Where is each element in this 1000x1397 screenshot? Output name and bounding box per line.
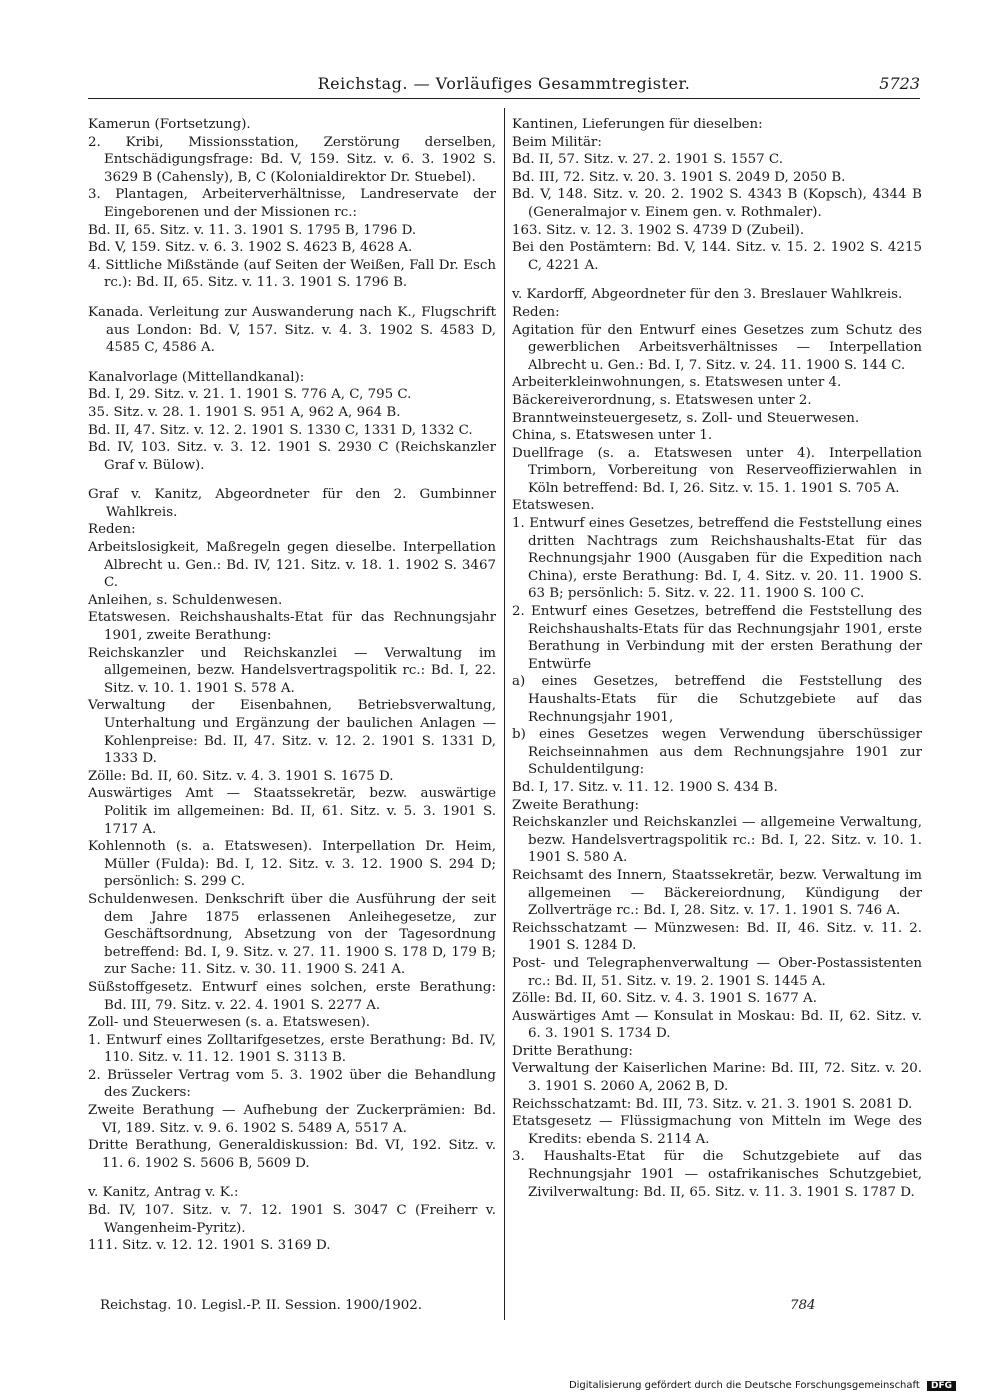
citation: Bd. V, 159. Sitz. v. 6. 3. 1902 S. 4623 B, 4628 A. (88, 240, 413, 256)
topic-entry: Arbeitslosigkeit, Maßregeln gegen dieselbe. Interpellation Albrecht u. Gen.: Bd. IV, 121. Sitz. v. 18. 1. 1902 S. 3467 C. (88, 540, 496, 591)
subentry: 3. Haushalts-Etat für die Schutzgebiete auf das Rechnungsjahr 1901 — ostafrikanisches Schutzgebiet, Zivilverwaltung: Bd. II, 65. Sitz. v. 11. 3. 1901 S. 1787 D. (512, 1149, 922, 1200)
topic-entry: Agitation für den Entwurf eines Gesetzes zum Schutz des gewerblichen Arbeitsverhältnisses — Interpellation Albrecht u. Gen.: Bd. I, 7. Sitz. v. 24. 11. 1900 S. 144 C. (512, 322, 922, 373)
citation: Bd. II, 47. Sitz. v. 12. 2. 1901 S. 1330 C, 1331 D, 1332 C. (88, 422, 473, 438)
index-entry-v-kanitz: v. Kanitz, Antrag v. K.: (88, 1185, 239, 1201)
citation: Bd. IV, 107. Sitz. v. 7. 12. 1901 S. 3047 C (Freiherr v. Wangenheim-Pyritz). (88, 1203, 496, 1236)
index-entry-graf-kanitz: Graf v. Kanitz, Abgeordneter für den 2. Gumbinner Wahlkreis. (88, 487, 496, 520)
topic-entry: Arbeiterkleinwohnungen, s. Etatswesen unter 4. (512, 375, 842, 391)
citation: Reichskanzler und Reichskanzlei — Verwaltung im allgemeinen, bezw. Handelsvertragspolitik rc.: Bd. I, 22. Sitz. v. 10. 1. 1901 S. 578 A. (88, 645, 496, 696)
footer-page-number: 784 (790, 1298, 816, 1313)
citation: Verwaltung der Kaiserlichen Marine: Bd. III, 72. Sitz. v. 20. 3. 1901 S. 2060 A, 2062 B, D. (512, 1061, 922, 1095)
subentry: 4. Sittliche Mißstände (auf Seiten der Weißen, Fall Dr. Esch rc.): Bd. II, 65. Sitz. v. 11. 3. 1901 S. 1796 B. (88, 257, 496, 291)
digitization-text: Digitalisierung gefördert durch die Deutsche Forschungsgemeinschaft (568, 1380, 920, 1391)
topic-entry: Zoll- und Steuerwesen (s. a. Etatswesen). (88, 1015, 371, 1031)
index-entry-kamerun: Kamerun (Fortsetzung). (88, 117, 251, 132)
citation: Auswärtiges Amt — Staatssekretär, bezw. auswärtige Politik im allgemeinen: Bd. II, 61. Sitz. v. 5. 3. 1901 S. 1717 A. (88, 786, 496, 837)
subentry: Bei den Postämtern: Bd. V, 144. Sitz. v. 15. 2. 1902 S. 4215 C, 4221 A. (512, 240, 922, 273)
topic-entry: Kohlennoth (s. a. Etatswesen). Interpellation Dr. Heim, Müller (Fulda): Bd. I, 12. Sitz. v. 3. 12. 1900 S. 294 D; persönlich: S. 299 C. (88, 839, 496, 890)
subentry: Dritte Berathung: (512, 1043, 633, 1059)
citation: Zölle: Bd. II, 60. Sitz. v. 4. 3. 1901 S. 1677 A. (512, 991, 817, 1007)
dfg-logo-icon: DFG (927, 1381, 956, 1391)
topic-entry: Bäckereiverordnung, s. Etatswesen unter 2. (512, 392, 812, 408)
citation: Dritte Berathung, Generaldiskussion: Bd. VI, 192. Sitz. v. 11. 6. 1902 S. 5606 B, 5609 D. (88, 1138, 496, 1171)
citation: Reichskanzler und Reichskanzlei — allgemeine Verwaltung, bezw. Handelsvertragspolitik rc.: Bd. I, 22. Sitz. v. 10. 1. 1901 S. 580 A. (512, 815, 922, 866)
topic-entry: Schuldenwesen. Denkschrift über die Ausführung der seit dem Jahre 1875 erlassenen Anleihegesetze, zur Geschäftsordnung, Absetzung von der Tagesordnung betreffend: Bd. I, 9. Sitz. v. 27. 11. 1900 S. 178 D, 179 B; zur Sache: 11. Sitz. v. 30. 11. 1900 S. 241 A. (88, 891, 496, 978)
subentry: 2. Kribi, Missionsstation, Zerstörung derselben, Entschädigungsfrage: Bd. V, 159. Sitz. v. 6. 3. 1902 S. 3629 B (Cahensly), B, C (Kolonialdirektor Dr. Stuebel). (88, 134, 496, 185)
subentry: Zweite Berathung: (512, 797, 640, 813)
index-entry-v-kardorff: v. Kardorff, Abgeordneter für den 3. Breslauer Wahlkreis. (512, 287, 903, 303)
subentry: 1. Entwurf eines Zolltarifgesetzes, erste Berathung: Bd. IV, 110. Sitz. v. 11. 12. 1901 S. 3113 B. (88, 1032, 496, 1066)
topic-entry: Duellfrage (s. a. Etatswesen unter 4). Interpellation Trimborn, Vorbereitung von Reserveoffizierwahlen in Köln betreffend: Bd. I, 26. Sitz. v. 15. 1. 1901 S. 705 A. (512, 445, 922, 496)
subentry: Beim Militär: (512, 134, 602, 150)
header-title: Reichstag. — Vorläufiges Gesammtregister. (317, 74, 691, 93)
citation: Bd. II, 65. Sitz. v. 11. 3. 1901 S. 1795 B, 1796 D. (88, 222, 417, 238)
index-entry-kantinen: Kantinen, Lieferungen für dieselben: (512, 117, 763, 132)
subentry: 3. Plantagen, Arbeiterverhältnisse, Landreservate der Eingeborenen und der Missionen rc.: (88, 187, 496, 220)
reden-label: Reden: (88, 522, 136, 538)
topic-entry: China, s. Etatswesen unter 1. (512, 428, 713, 444)
citation: Zweite Berathung — Aufhebung der Zuckerprämien: Bd. VI, 189. Sitz. v. 9. 6. 1902 S. 5489 A, 5517 A. (88, 1103, 496, 1136)
citation: 163. Sitz. v. 12. 3. 1902 S. 4739 D (Zubeil). (512, 222, 805, 238)
right-column (512, 116, 922, 1201)
running-header (88, 74, 920, 99)
column-separator (504, 108, 505, 1320)
digitization-note (569, 1380, 956, 1391)
subentry: 2. Entwurf eines Gesetzes, betreffend die Feststellung des Reichshaushalts-Etats für das Rechnungsjahr 1901, erste Berathung in Verbindung mit der ersten Berathung der Entwürfe (512, 604, 922, 672)
citation: Etatsgesetz — Flüssigmachung von Mitteln im Wege des Kredits: ebenda S. 2114 A. (512, 1114, 922, 1147)
left-column (88, 116, 496, 1255)
page-number: 5723 (879, 74, 920, 93)
topic-entry: Süßstoffgesetz. Entwurf eines solchen, erste Berathung: Bd. III, 79. Sitz. v. 22. 4. 1901 S. 2277 A. (88, 979, 496, 1013)
reden-label: Reden: (512, 304, 560, 320)
subentry: b) eines Gesetzes wegen Verwendung überschüssiger Reichseinnahmen aus dem Rechnungsjahre 1901 zur Schuldentilgung: (512, 727, 922, 778)
citation: Reichsschatzamt: Bd. III, 73. Sitz. v. 21. 3. 1901 S. 2081 D. (512, 1096, 913, 1112)
citation: Bd. II, 57. Sitz. v. 27. 2. 1901 S. 1557 C. (512, 152, 783, 168)
citation: Bd. V, 148. Sitz. v. 20. 2. 1902 S. 4343 B (Kopsch), 4344 B (Generalmajor v. Einem gen. v. Rothmaler). (512, 187, 922, 220)
topic-entry: Branntweinsteuergesetz, s. Zoll- und Steuerwesen. (512, 410, 860, 426)
subentry: a) eines Gesetzes, betreffend die Feststellung des Haushalts-Etats für die Schutzgebiete auf das Rechnungsjahr 1901, (512, 674, 922, 725)
citation: Auswärtiges Amt — Konsulat in Moskau: Bd. II, 62. Sitz. v. 6. 3. 1901 S. 1734 D. (512, 1008, 922, 1042)
index-entry-kanalvorlage: Kanalvorlage (Mittellandkanal): (88, 369, 305, 385)
citation: Bd. IV, 103. Sitz. v. 3. 12. 1901 S. 2930 C (Reichskanzler Graf v. Bülow). (88, 440, 496, 473)
citation: Post- und Telegraphenverwaltung — Ober-Postassistenten rc.: Bd. II, 51. Sitz. v. 19. 2. 1901 S. 1445 A. (512, 955, 922, 989)
citation: Bd. III, 72. Sitz. v. 20. 3. 1901 S. 2049 D, 2050 B. (512, 169, 846, 185)
topic-entry: Etatswesen. (512, 498, 595, 514)
citation: Zölle: Bd. II, 60. Sitz. v. 4. 3. 1901 S. 1675 D. (88, 768, 394, 784)
citation: 111. Sitz. v. 12. 12. 1901 S. 3169 D. (88, 1238, 331, 1254)
citation: Reichsschatzamt — Münzwesen: Bd. II, 46. Sitz. v. 11. 2. 1901 S. 1284 D. (512, 920, 922, 954)
topic-entry: Anleihen, s. Schuldenwesen. (88, 592, 283, 608)
citation: Reichsamt des Innern, Staatssekretär, bezw. Verwaltung im allgemeinen — Bäckereiordnung, Kündigung der Zollverträge rc.: Bd. I, 28. Sitz. v. 17. 1. 1901 S. 746 A. (512, 867, 922, 919)
index-entry-kanada: Kanada. Verleitung zur Auswanderung nach K., Flugschrift aus London: Bd. V, 157. Sitz. v. 4. 3. 1902 S. 4583 D, 4585 C, 4586 A. (88, 304, 496, 356)
footer-session: Reichstag. 10. Legisl.-P. II. Session. 1900/1902. (100, 1298, 423, 1313)
topic-entry: Etatswesen. Reichshaushalts-Etat für das Rechnungsjahr 1901, zweite Berathung: (88, 610, 496, 644)
citation: Bd. I, 17. Sitz. v. 11. 12. 1900 S. 434 B. (512, 779, 778, 795)
citation: Verwaltung der Eisenbahnen, Betriebsverwaltung, Unterhaltung und Ergänzung der baulichen Anlagen — Kohlenpreise: Bd. II, 47. Sitz. v. 12. 2. 1901 S. 1331 D, 1333 D. (88, 698, 496, 767)
subentry: 2. Brüsseler Vertrag vom 5. 3. 1902 über die Behandlung des Zuckers: (88, 1067, 496, 1101)
subentry: 1. Entwurf eines Gesetzes, betreffend die Feststellung eines dritten Nachtrags zum Reichshaushalts-Etat für das Rechnungsjahr 1900 (Ausgaben für die Expedition nach China), erste Berathung: Bd. I, 4. Sitz. v. 20. 11. 1900 S. 63 B; persönlich: 5. Sitz. v. 22. 11. 1900 S. 100 C. (512, 516, 922, 602)
citation: Bd. I, 29. Sitz. v. 21. 1. 1901 S. 776 A, C, 795 C. (88, 387, 412, 403)
citation: 35. Sitz. v. 28. 1. 1901 S. 951 A, 962 A, 964 B. (88, 404, 401, 420)
